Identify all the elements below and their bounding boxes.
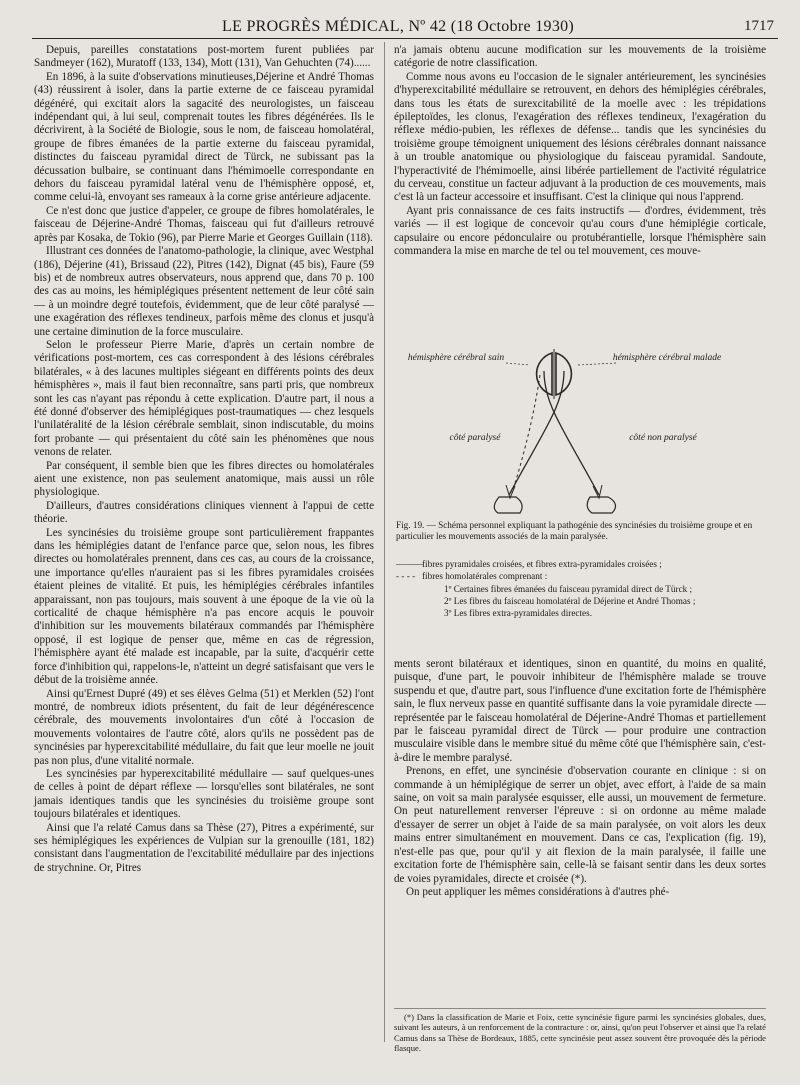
legend-row-solid: ——— fibres pyramidales croisées, et fibres extra-pyramidales croisées ; — [396, 559, 662, 569]
running-header — [32, 16, 778, 39]
paragraph: En 1896, à la suite d'observations minutieuses,Déjerine et André Thomas (43) réussirent à isoler, dans la partie externe de ce faisceau pyramidal dégénéré, qui excitait alors la sagacité des neurologistes, un faisceau indépendant qui, à lui seul, comprenait toutes les fibres dégénérées. Ils le décrivirent, à la Société de Biologie, sous le nom, de faisceau homolatéral, groupe de fibres émanées de la partie externe du faisceau pyramidal, distinctes du faisceau pyramidal direct de Türck, ne subissant pas la décussation bulbaire, se continuant dans l'hémimoelle correspondante en dehors du faisceau pyramidal latéral venu de l'hémisphère opposé, et, comme celui-là, envoyant ses rameaux à la corne grise antérieure adjacente. — [34, 70, 374, 204]
paragraph: On peut appliquer les mêmes considérations à d'autres phé- — [406, 885, 670, 898]
footnote-text: (*) Dans la classification de Marie et Foix, cette syncinésie figure parmi les syncinésies globales, dues, suivant les auteurs, à un renforcement de la contracture : or, ainsi, qu'on peut l'observer et ainsi que l'a relaté Camus dans sa Thèse de Bordeaux, 1885, cette syncinésie peut assez souvent être provoquée dès la période flasque. — [394, 1012, 766, 1054]
left-hand-icon — [494, 497, 522, 513]
right-column-bottom — [394, 658, 766, 899]
column-divider — [384, 42, 385, 1042]
figure-19-schema — [394, 335, 766, 515]
legend-item: 3º Les fibres extra-pyramidales directes. — [444, 608, 593, 619]
paragraph: Illustrant ces données de l'anatomo-pathologie, la clinique, avec Westphal (186), Déjerine (41), Brissaud (22), Pitres (142), Dignat (45 bis), Faure (59 bis) et de nombreux autres observateurs, nous apprend que, dans 70 p. 100 des cas au moins, les hémiplégiques présentent nettement de leur côté sain — à un moindre degré toutefois, évidemment, que de leur côté paralysé — une exagération des réflexes tendineux, parfois même des clonus et jusqu'à une certaine diminution de la force musculaire. — [34, 245, 374, 338]
paragraph: n'a jamais obtenu aucune modification sur les mouvements de la troisième catégorie de notre classification. — [394, 44, 766, 70]
label-non-paralyse: côté non paralysé — [629, 433, 697, 443]
label-sain: hémisphère cérébral sain — [407, 353, 505, 363]
figure-caption — [396, 520, 764, 542]
paragraph: D'ailleurs, d'autres considérations cliniques viennent à l'appui de cette théorie. — [34, 499, 374, 526]
paragraph: Les syncinésies par hyperexcitabilité médullaire — sauf quelques-unes de celles à point de départ réflexe — lorsqu'elles sont bilatérales, ne sont jamais identiques tandis que les syncinésies du troisième groupe sont toujours bilatérales et identiques. — [34, 767, 374, 821]
legend-row-dashed: - - - - fibres homolatérales comprenant : — [396, 571, 548, 582]
label-malade: hémisphère cérébral malade — [612, 353, 722, 363]
paragraph: Ainsi qu'Ernest Dupré (49) et ses élèves Gelma (51) et Merklen (52) l'ont montré, de nombreux idiots présentent, du fait de leur dégénérescence cérébrale, des mouvements involontaires d'un côté à l'occasion de mouvements volontaires de l'autre côté, alors qu'ils ne possèdent pas de syncinésies par hyperexcitabilité médullaire, du fait que leur moelle ne jouit pas non plus, d'une vitalité normale. — [34, 687, 374, 767]
label-paralyse: côté paralysé — [449, 433, 501, 443]
right-column-top — [394, 44, 766, 259]
legend-text: fibres homolatérales comprenant : — [422, 571, 548, 582]
legend-item: 1º Certaines fibres émanées du faisceau pyramidal direct de Türck ; — [444, 583, 693, 594]
paragraph: Selon le professeur Pierre Marie, d'après un certain nombre de vérifications post-mortem, ces cas correspondent à des lésions cérébrales bilatérales, « à des lacunes multiples siégeant en différents points des deux hémisphères », mais il faut bien reconnaître, sans parti pris, que nombreux sont les cas n'ayant pas répondu à cette explication. D'autre part, il nous a été donné d'observer des hémiplégiques post-traumatiques — chez lesquels l'unilatéralité de la lésion cérébrale semblait, sinon indiscutable, du moins fort probante — qui présentaient du côté sain les phénomènes que nous venons de relater. — [34, 338, 374, 459]
journal-title: LE PROGRÈS MÉDICAL, Nº 42 (18 Octobre 1930) — [222, 18, 575, 35]
paragraph: Prenons, en effet, une syncinésie d'observation courante en clinique : si on commande à un hémiplégique de serrer un objet, avec effort, à l'aide de sa main saine, on voit sa main paralysée esquisser, elle aussi, un mouvement de fermeture. On peut naturellement renverser l'épreuve : si on ordonne au même malade d'essayer de serrer un objet à l'aide de sa main paralysée, on voit alors les deux mains entrer simultanément en mouvement. Dans ce cas, l'explication (fig. 19), n'est-elle pas que, pour qu'il y ait flexion de la main paralysée, il faille une excitation forte de l'hémisphère sain, celle-là se faisant sentir dans les deux sortes de voies pyramidales, directe et croisée (*). — [394, 765, 766, 885]
left-column — [34, 44, 374, 875]
paragraph: ments seront bilatéraux et identiques, sinon en quantité, du moins en qualité, puisque, d'une part, le pouvoir inhibiteur de l'hémisphère malade se trouve suspendu et que, d'autre part, sous l'influence d'une excitation forte de l'hémisphère sain, le flux nerveux passe en quantité suffisante dans la voie pyramidale directe — représentée par le faisceau homolatéral de Déjerine-André Thomas et partiellement par le faisceau pyramidal direct de Türck — pour produire une contraction musculaire visible dans le membre situé du même côté que l'hémisphère sain, c'est-à-dire le membre paralysé. — [394, 658, 766, 764]
paragraph: Depuis, pareilles constatations post-mortem furent publiées par Sandmeyer (162), Muratoff (133, 134), Mott (131), Van Gehuchten (74)...... — [34, 44, 374, 70]
caption-text: Fig. 19. — Schéma personnel expliquant la pathogénie des syncinésies du troisième groupe et en particulier les mouvements associés de la main paralysée. — [396, 520, 753, 541]
figure-legend — [396, 558, 766, 619]
paragraph: Ayant pris connaissance de ces faits instructifs — d'ordres, évidemment, très variés — il est logique de concevoir qu'au cours d'une hémiplégie corticale, capsulaire ou encore pédonculaire ou protubérantielle, lorsque l'hémisphère sain commandera la mise en marche de tel ou tel mouvement, ces mouve- — [394, 204, 766, 258]
right-hand-icon — [587, 497, 615, 513]
legend-text: fibres pyramidales croisées, et fibres extra-pyramidales croisées ; — [422, 559, 662, 569]
paragraph: Comme nous avons eu l'occasion de le signaler antérieurement, les syncinésies d'hyperexcitabilité médullaire se retrouvent, en dehors des hémiplégies cérébrales, dans tous les états de surexcitabilité de la moelle avec : les trépidations épileptoïdes, les clonus, l'exagération des réflexes tendineux, l'exagération du réflexe médio-pubien, les réflexes de défense... tandis que les syncinésies du troisième groupe témoignent uniquement des lésions cérébrales donnant naissance à un trouble anatomique ou physiologique du faisceau pyramidal. Sandoute, l'hyperactivité de l'hémimoelle, ainsi libérée partiellement de l'activité régulatrice du cerveau, constitue un facteur adjuvant à la production de ces mouvements, mais c'est là un facteur accessoire et insuffisant. C'est la clinique qui nous l'apprend. — [394, 70, 766, 204]
legend-item: 2º Les fibres du faisceau homolatéral de Déjerine et André Thomas ; — [444, 595, 696, 606]
paragraph: Par conséquent, il semble bien que les fibres directes ou homolatérales aient une existence, non pas seulement anatomique, mais aussi un rôle physiologique. — [34, 459, 374, 499]
page-number: 1717 — [744, 18, 774, 34]
paragraph: Les syncinésies du troisième groupe sont particulièrement frappantes dans les hémiplégies datant de l'enfance parce que, selon nous, les fibres directes ou homolatérales prennent, dans ces cas, au cours de la croissance, une importance qu'elles n'auraient pas si les fibres pyramidales croisées étaient pleines de vitalité. Et puis, les hémiplégies cérébrales infantiles apparaissant, non pas toujours, mais souvent à une époque de la vie où la corticalité de chaque hémisphère n'a pas encore acquis le pouvoir d'inhibition sur les mouvements bilatéraux commandés par l'hémisphère opposé, il est logique de penser que, même en cas de régression, l'hémisphère ayant été malade est incapable, par la suite, d'acquérir cette force d'inhibition qui, rappelons-le, n'atteint un degré satisfaisant que vers le début de la troisième année. — [34, 526, 374, 687]
paragraph: Ce n'est donc que justice d'appeler, ce groupe de fibres homolatérales, le faisceau de Déjerine-André Thomas, faisceau qui fut d'ailleurs retrouvé après par Kosaka, de Tokio (96), par Pierre Marie et Georges Guillain (118). — [34, 204, 374, 244]
footnote — [394, 1008, 766, 1054]
paragraph: Ainsi que l'a relaté Camus dans sa Thèse (27), Pitres a expérimenté, sur ses hémiplégiques les expériences de Vulpian sur la grenouille (181, 182) consistant dans l'augmentation de l'excitabilité médullaire par des injections de strychnine. Or, Pitres — [34, 821, 374, 874]
